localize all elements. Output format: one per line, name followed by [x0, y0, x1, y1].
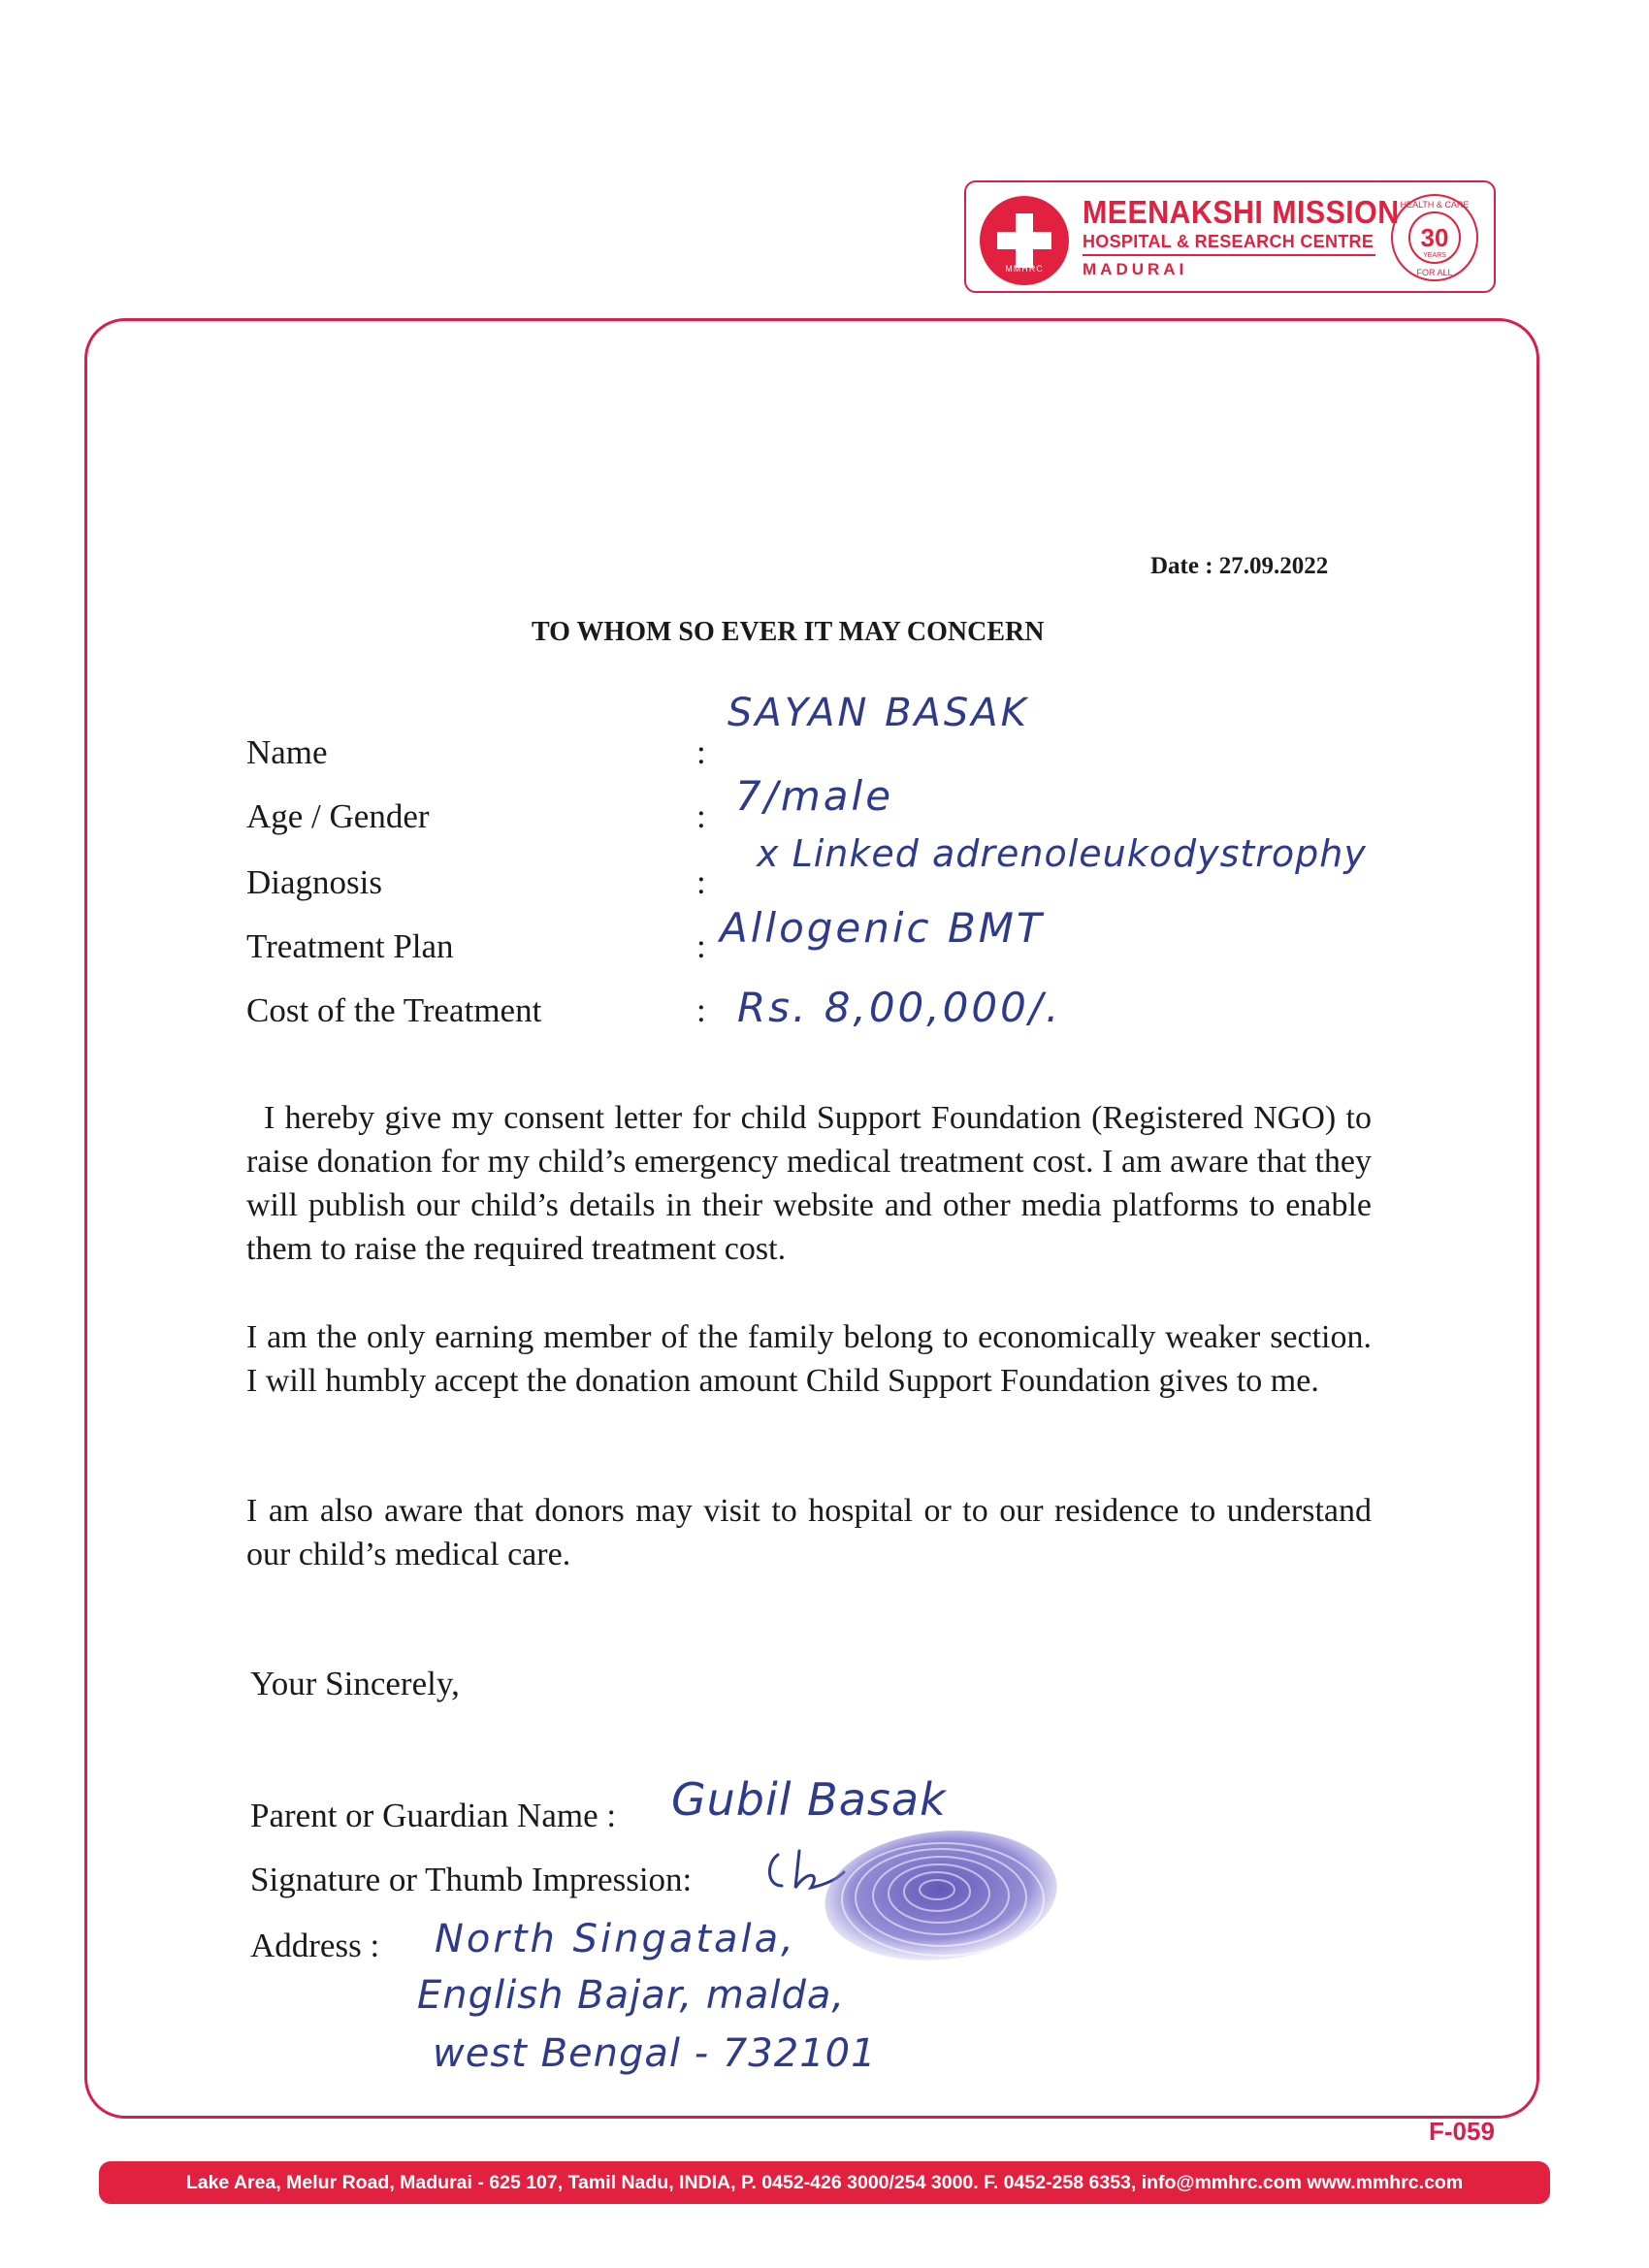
- field-label-treatment-plan: Treatment Plan: [246, 927, 454, 965]
- address-line-2: English Bajar, malda,: [417, 1973, 846, 2018]
- signature-label: Signature or Thumb Impression:: [250, 1861, 693, 1898]
- thumb-impression: [813, 1812, 1075, 1977]
- field-value-cost: Rs. 8,00,000/.: [737, 984, 1062, 1031]
- logo-tag: MMHRC: [1005, 264, 1044, 274]
- footer-address-bar: Lake Area, Melur Road, Madurai - 625 107, Tamil Nadu, INDIA, P. 0452-426 3000/254 3000. F. 0452-258 6353, info@mmhrc.com www.mmhrc.com: [99, 2161, 1550, 2204]
- letter-subject: TO WHOM SO EVER IT MAY CONCERN: [532, 617, 1045, 647]
- field-value-name: SAYAN BASAK: [728, 691, 1029, 735]
- field-value-age-gender: 7/male: [735, 772, 894, 820]
- field-colon: :: [696, 991, 706, 1029]
- svg-text:FOR ALL: FOR ALL: [1416, 268, 1453, 277]
- form-number: F-059: [1429, 2117, 1495, 2146]
- address-line-3: west Bengal - 732101: [433, 2031, 877, 2076]
- field-label-cost: Cost of the Treatment: [246, 991, 542, 1029]
- field-label-age-gender: Age / Gender: [246, 797, 430, 835]
- logo-divider: [1083, 254, 1375, 256]
- consent-paragraph: I hereby give my consent letter for child Support Foundation (Registered NGO) to raise donation for my child’s emergency medical treatment cost. I am aware that they will publish our child’s details in their website and other media platforms to enable them to raise the required treatment cost.: [246, 1100, 1372, 1267]
- guardian-name-label: Parent or Guardian Name :: [250, 1797, 617, 1834]
- field-label-diagnosis: Diagnosis: [246, 863, 382, 901]
- field-value-treatment-plan: Allogenic BMT: [720, 904, 1045, 952]
- visit-paragraph: I am also aware that donors may visit to hospital or to our residence to understand our child’s medical care.: [246, 1493, 1372, 1572]
- address-line-1: North Singatala,: [435, 1917, 796, 1961]
- svg-text:YEARS: YEARS: [1423, 252, 1446, 259]
- field-colon: :: [696, 797, 706, 835]
- address-label: Address :: [250, 1927, 380, 1964]
- field-label-name: Name: [246, 733, 328, 771]
- hospital-name: MEENAKSHI MISSION: [1083, 194, 1400, 230]
- hospital-city: MADURAI: [1083, 260, 1188, 278]
- guardian-name-value: Gubil Basak: [671, 1773, 947, 1826]
- svg-text:30: 30: [1420, 223, 1449, 252]
- field-value-diagnosis: x Linked adrenoleukodystrophy: [757, 832, 1367, 875]
- economic-paragraph: I am the only earning member of the family belong to economically weaker section. I will humbly accept the donation amount Child Support Foundation gives to me.: [246, 1319, 1372, 1399]
- field-colon: :: [696, 863, 706, 901]
- closing-salutation: Your Sincerely,: [250, 1665, 460, 1702]
- anniversary-seal-icon: [1389, 192, 1480, 283]
- letter-date: Date : 27.09.2022: [1150, 553, 1329, 579]
- hospital-logo: [964, 180, 1496, 293]
- medical-cross-icon: [980, 196, 1069, 285]
- field-colon: :: [696, 733, 706, 771]
- svg-text:HEALTH & CARE: HEALTH & CARE: [1400, 200, 1470, 210]
- hospital-subtitle: HOSPITAL & RESEARCH CENTRE: [1083, 232, 1374, 251]
- field-colon: :: [696, 927, 706, 965]
